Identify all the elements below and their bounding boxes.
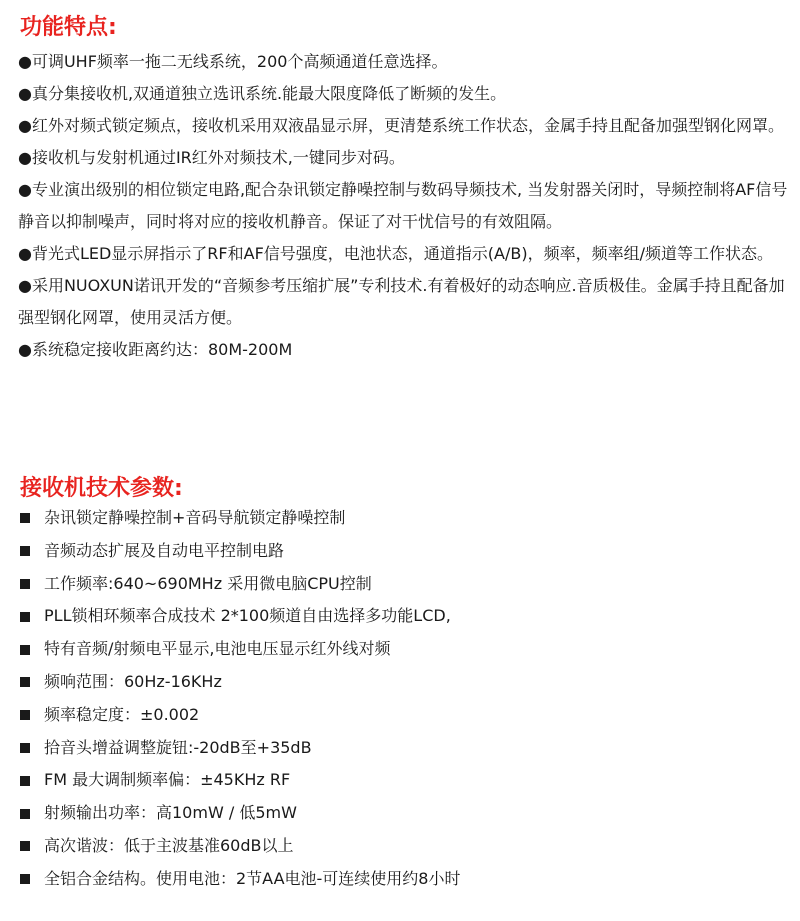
spec-item — [20, 830, 790, 863]
spec-text: 射频输出功率：高10mW / 低5mW — [44, 803, 297, 823]
feature-item: ●系统稳定接收距离约达：80M-200M — [18, 340, 293, 359]
square-bullet-icon — [20, 743, 30, 753]
spec-item — [20, 633, 790, 666]
feature-item: ●红外对频式锁定频点，接收机采用双液晶显示屏，更清楚系统工作状态，金属手持且配备加强型钢化网罩。 — [18, 116, 784, 135]
square-bullet-icon — [20, 546, 30, 556]
spec-item — [20, 666, 790, 699]
square-bullet-icon — [20, 874, 30, 884]
spec-text: FM 最大调制频率偏：±45KHz RF — [44, 770, 291, 790]
spec-item — [20, 732, 790, 765]
square-bullet-icon — [20, 513, 30, 523]
feature-item: ●真分集接收机,双通道独立选讯系统.能最大限度降低了断频的发生。 — [18, 84, 507, 103]
square-bullet-icon — [20, 809, 30, 819]
spec-item — [20, 863, 790, 896]
spec-text: 音频动态扩展及自动电平控制电路 — [44, 540, 285, 560]
square-bullet-icon — [20, 645, 30, 655]
feature-item: ●接收机与发射机通过IR红外对频技术,一键同步对码。 — [18, 148, 405, 167]
spec-text: 频响范围：60Hz-16KHz — [44, 671, 222, 691]
spec-list — [20, 502, 790, 896]
spec-text: PLL锁相环频率合成技术 2*100频道自由选择多功能LCD, — [44, 606, 451, 626]
spec-item — [20, 600, 790, 633]
square-bullet-icon — [20, 677, 30, 687]
feature-item: ●专业演出级别的相位锁定电路,配合杂讯锁定静噪控制与数码导频技术, 当发射器关闭时，导频控制将AF信号静音以抑制噪声，同时将对应的接收机静音。保证了对干忧信号的有效阻隔。 — [18, 180, 788, 231]
spec-text: 高次谐波：低于主波基准60dB以上 — [44, 835, 294, 855]
square-bullet-icon — [20, 776, 30, 786]
spec-item — [20, 699, 790, 732]
feature-item: ●可调UHF频率一拖二无线系统，200个高频通道任意选择。 — [18, 52, 448, 71]
specs-heading: 接收机技术参数: — [20, 476, 183, 501]
spec-text: 工作频率:640~690MHz 采用微电脑CPU控制 — [44, 573, 372, 593]
spec-item — [20, 764, 790, 797]
square-bullet-icon — [20, 710, 30, 720]
spec-item — [20, 568, 790, 601]
square-bullet-icon — [20, 841, 30, 851]
feature-item: ●采用NUOXUN诺讯开发的“音频参考压缩扩展”专利技术.有着极好的动态响应.音质极佳。金属手持且配备加强型钢化网罩，使用灵活方便。 — [18, 276, 785, 327]
spec-text: 特有音频/射频电平显示,电池电压显示红外线对频 — [44, 639, 391, 659]
feature-list — [18, 46, 788, 366]
spec-text: 频率稳定度：±0.002 — [44, 704, 200, 724]
features-heading: 功能特点: — [20, 15, 117, 40]
spec-item — [20, 535, 790, 568]
square-bullet-icon — [20, 579, 30, 589]
spec-text: 全铝合金结构。使用电池：2节AA电池-可连续使用约8小时 — [44, 868, 461, 888]
feature-item: ●背光式LED显示屏指示了RF和AF信号强度，电池状态，通道指示(A/B)，频率，频率组/频道等工作状态。 — [18, 244, 773, 263]
spec-item — [20, 502, 790, 535]
spec-text: 杂讯锁定静噪控制+音码导航锁定静噪控制 — [44, 508, 346, 527]
square-bullet-icon — [20, 612, 30, 622]
spec-text: 拾音头增益调整旋钮:-20dB至+35dB — [44, 737, 312, 757]
spec-item — [20, 797, 790, 830]
